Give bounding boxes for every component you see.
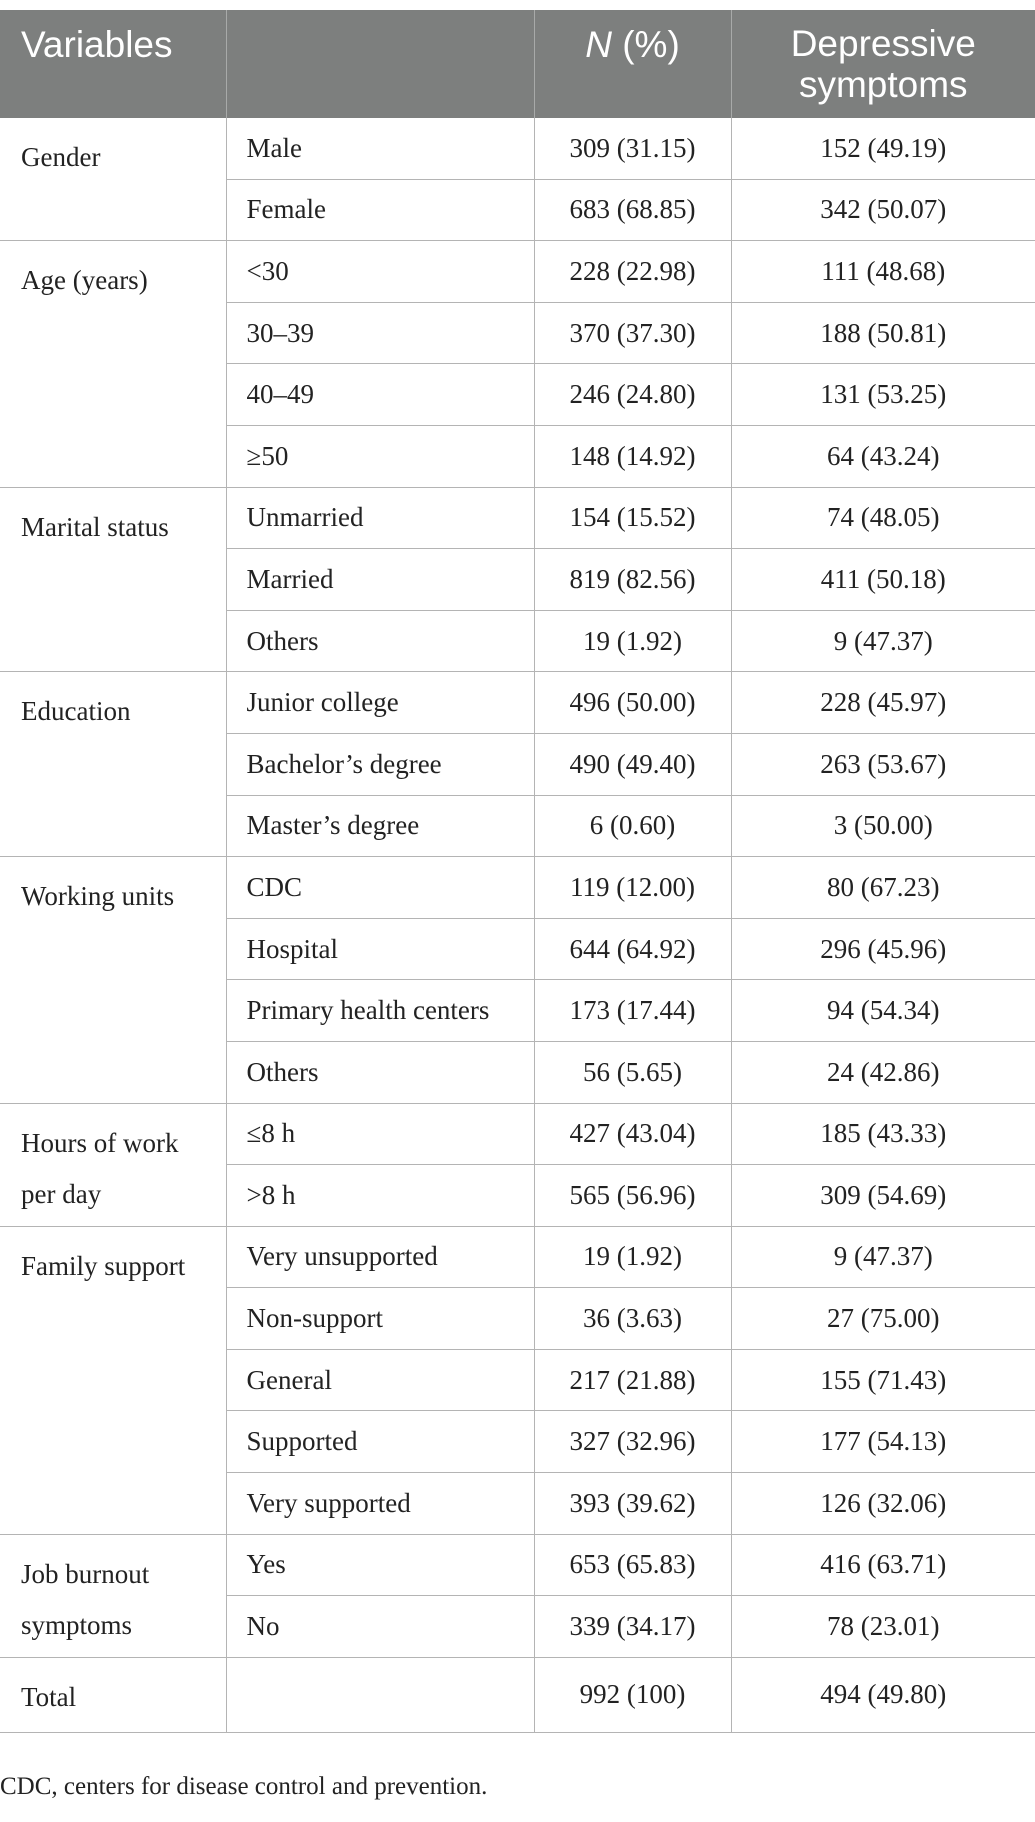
table-row	[0, 241, 1035, 303]
depressive-cell: 411 (50.18)	[731, 549, 1035, 611]
depressive-cell: 9 (47.37)	[731, 1226, 1035, 1288]
header-n-italic: N	[585, 24, 612, 65]
n-percent-cell: 644 (64.92)	[534, 918, 731, 980]
n-percent-cell: 119 (12.00)	[534, 857, 731, 919]
depressive-cell: 263 (53.67)	[731, 733, 1035, 795]
depressive-cell: 155 (71.43)	[731, 1349, 1035, 1411]
depressive-cell: 80 (67.23)	[731, 857, 1035, 919]
total-label: Total	[0, 1657, 226, 1732]
n-percent-cell: 496 (50.00)	[534, 672, 731, 734]
depressive-cell: 177 (54.13)	[731, 1411, 1035, 1473]
category-cell: Male	[226, 118, 534, 179]
category-cell: Supported	[226, 1411, 534, 1473]
depressive-cell: 94 (54.34)	[731, 980, 1035, 1042]
variable-label: Hours of work per day	[0, 1103, 226, 1226]
depressive-cell: 78 (23.01)	[731, 1596, 1035, 1658]
category-cell: ≤8 h	[226, 1103, 534, 1165]
header-n-percent	[534, 10, 731, 118]
table-row	[0, 118, 1035, 179]
depressive-cell: 131 (53.25)	[731, 364, 1035, 426]
table-footnote: CDC, centers for disease control and prevention.	[0, 1773, 488, 1800]
depressive-cell: 111 (48.68)	[731, 241, 1035, 303]
depressive-cell: 296 (45.96)	[731, 918, 1035, 980]
depressive-cell: 27 (75.00)	[731, 1288, 1035, 1350]
category-cell: ≥50	[226, 425, 534, 487]
variable-label: Marital status	[0, 487, 226, 672]
category-cell: 30–39	[226, 302, 534, 364]
category-cell: Bachelor’s degree	[226, 733, 534, 795]
category-cell: Others	[226, 610, 534, 672]
variable-label: Job burnout symptoms	[0, 1534, 226, 1657]
n-percent-cell: 173 (17.44)	[534, 980, 731, 1042]
n-percent-cell: 490 (49.40)	[534, 733, 731, 795]
header-n-rest: (%)	[611, 24, 680, 65]
category-cell: CDC	[226, 857, 534, 919]
header-depressive-label: Depressive symptoms	[790, 23, 976, 105]
category-cell: Non-support	[226, 1288, 534, 1350]
depressive-cell: 152 (49.19)	[731, 118, 1035, 179]
n-percent-cell: 309 (31.15)	[534, 118, 731, 179]
n-percent-cell: 653 (65.83)	[534, 1534, 731, 1596]
table-body	[0, 118, 1035, 1732]
category-cell: Yes	[226, 1534, 534, 1596]
category-cell: Master’s degree	[226, 795, 534, 857]
category-cell: General	[226, 1349, 534, 1411]
demographics-table	[0, 10, 1035, 1733]
category-cell: <30	[226, 241, 534, 303]
depressive-cell: 9 (47.37)	[731, 610, 1035, 672]
category-cell: Junior college	[226, 672, 534, 734]
variable-label: Working units	[0, 857, 226, 1103]
category-cell: Married	[226, 549, 534, 611]
n-percent-cell: 327 (32.96)	[534, 1411, 731, 1473]
table-row	[0, 1103, 1035, 1165]
header-category	[226, 10, 534, 118]
n-percent-cell: 246 (24.80)	[534, 364, 731, 426]
n-percent-cell: 148 (14.92)	[534, 425, 731, 487]
n-percent-cell: 154 (15.52)	[534, 487, 731, 549]
depressive-cell: 3 (50.00)	[731, 795, 1035, 857]
n-percent-cell: 36 (3.63)	[534, 1288, 731, 1350]
table-row-total	[0, 1657, 1035, 1732]
category-cell: Unmarried	[226, 487, 534, 549]
total-dep: 494 (49.80)	[731, 1657, 1035, 1732]
n-percent-cell: 19 (1.92)	[534, 610, 731, 672]
header-variables: Variables	[0, 10, 226, 118]
total-n: 992 (100)	[534, 1657, 731, 1732]
variable-label: Family support	[0, 1226, 226, 1534]
depressive-cell: 74 (48.05)	[731, 487, 1035, 549]
n-percent-cell: 427 (43.04)	[534, 1103, 731, 1165]
n-percent-cell: 217 (21.88)	[534, 1349, 731, 1411]
table-row	[0, 672, 1035, 734]
depressive-cell: 309 (54.69)	[731, 1165, 1035, 1227]
table-row	[0, 487, 1035, 549]
category-cell: Female	[226, 179, 534, 241]
category-cell: Hospital	[226, 918, 534, 980]
n-percent-cell: 370 (37.30)	[534, 302, 731, 364]
n-percent-cell: 19 (1.92)	[534, 1226, 731, 1288]
n-percent-cell: 6 (0.60)	[534, 795, 731, 857]
variable-label: Gender	[0, 118, 226, 241]
n-percent-cell: 393 (39.62)	[534, 1473, 731, 1535]
depressive-cell: 228 (45.97)	[731, 672, 1035, 734]
table-row	[0, 1226, 1035, 1288]
n-percent-cell: 56 (5.65)	[534, 1041, 731, 1103]
depressive-cell: 24 (42.86)	[731, 1041, 1035, 1103]
table-row	[0, 857, 1035, 919]
total-category	[226, 1657, 534, 1732]
variable-label: Age (years)	[0, 241, 226, 487]
n-percent-cell: 339 (34.17)	[534, 1596, 731, 1658]
category-cell: No	[226, 1596, 534, 1658]
n-percent-cell: 683 (68.85)	[534, 179, 731, 241]
category-cell: Very unsupported	[226, 1226, 534, 1288]
table-header	[0, 10, 1035, 118]
category-cell: 40–49	[226, 364, 534, 426]
depressive-cell: 416 (63.71)	[731, 1534, 1035, 1596]
n-percent-cell: 565 (56.96)	[534, 1165, 731, 1227]
category-cell: Others	[226, 1041, 534, 1103]
depressive-cell: 185 (43.33)	[731, 1103, 1035, 1165]
depressive-cell: 64 (43.24)	[731, 425, 1035, 487]
category-cell: Primary health centers	[226, 980, 534, 1042]
depressive-cell: 342 (50.07)	[731, 179, 1035, 241]
variable-label: Education	[0, 672, 226, 857]
depressive-cell: 126 (32.06)	[731, 1473, 1035, 1535]
header-depressive-symptoms	[731, 10, 1035, 118]
n-percent-cell: 819 (82.56)	[534, 549, 731, 611]
category-cell: >8 h	[226, 1165, 534, 1227]
depressive-cell: 188 (50.81)	[731, 302, 1035, 364]
category-cell: Very supported	[226, 1473, 534, 1535]
n-percent-cell: 228 (22.98)	[534, 241, 731, 303]
table-row	[0, 1534, 1035, 1596]
